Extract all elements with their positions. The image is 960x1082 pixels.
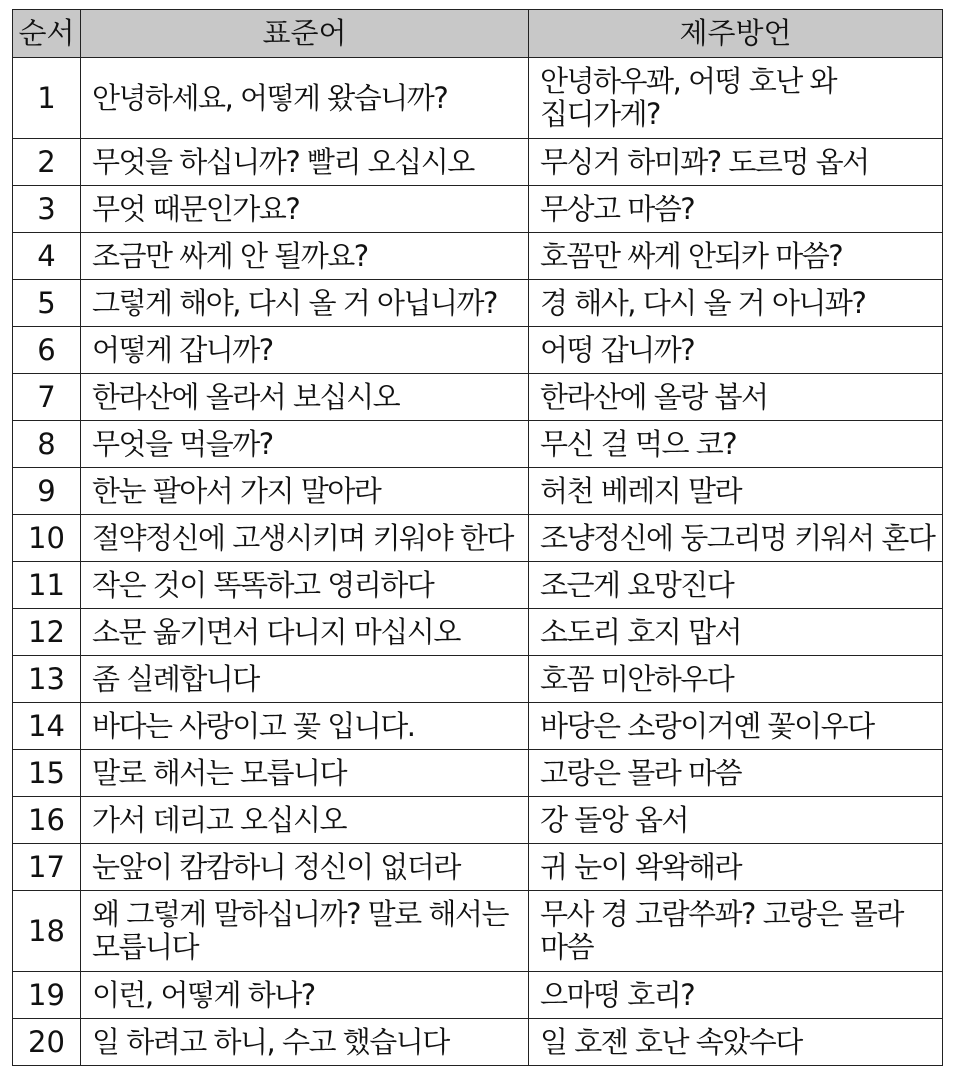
table-row bbox=[13, 327, 943, 374]
table-row bbox=[13, 233, 943, 280]
standard-phrase: 왜 그렇게 말하십니까? 말로 해서는 모릅니다 bbox=[81, 891, 529, 972]
standard-phrase: 절약정신에 고생시키며 키워야 한다 bbox=[81, 515, 529, 562]
standard-phrase: 눈앞이 캄캄하니 정신이 없더라 bbox=[81, 844, 529, 891]
jeju-phrase: 한라산에 올랑 봅서 bbox=[529, 374, 943, 421]
table-row bbox=[13, 562, 943, 609]
standard-phrase: 말로 해서는 모릅니다 bbox=[81, 750, 529, 797]
row-number: 5 bbox=[13, 280, 81, 327]
standard-phrase: 좀 실례합니다 bbox=[81, 656, 529, 703]
row-number: 19 bbox=[13, 972, 81, 1019]
standard-phrase: 한라산에 올라서 보십시오 bbox=[81, 374, 529, 421]
standard-phrase: 무엇을 먹을까? bbox=[81, 421, 529, 468]
table-row bbox=[13, 1019, 943, 1066]
table-row bbox=[13, 280, 943, 327]
standard-phrase: 그렇게 해야, 다시 올 거 아닙니까? bbox=[81, 280, 529, 327]
row-number: 11 bbox=[13, 562, 81, 609]
row-number: 10 bbox=[13, 515, 81, 562]
standard-phrase: 어떻게 갑니까? bbox=[81, 327, 529, 374]
row-number: 16 bbox=[13, 797, 81, 844]
row-number: 7 bbox=[13, 374, 81, 421]
row-number: 2 bbox=[13, 139, 81, 186]
table-row bbox=[13, 515, 943, 562]
jeju-phrase: 강 돌앙 옵서 bbox=[529, 797, 943, 844]
standard-phrase: 무엇 때문인가요? bbox=[81, 186, 529, 233]
standard-phrase: 한눈 팔아서 가지 말아라 bbox=[81, 468, 529, 515]
table-row bbox=[13, 139, 943, 186]
dialect-table-container bbox=[12, 9, 942, 1066]
jeju-phrase: 무사 경 고람쑤꽈? 고랑은 몰라 마씀 bbox=[529, 891, 943, 972]
jeju-phrase: 무신 걸 먹으 코? bbox=[529, 421, 943, 468]
header-jeju: 제주방언 bbox=[529, 10, 943, 58]
table-row bbox=[13, 844, 943, 891]
jeju-phrase: 귀 눈이 왁왁해라 bbox=[529, 844, 943, 891]
jeju-phrase: 조냥정신에 둥그리멍 키워서 혼다 bbox=[529, 515, 943, 562]
standard-phrase: 가서 데리고 오십시오 bbox=[81, 797, 529, 844]
jeju-phrase: 호꼼 미안하우다 bbox=[529, 656, 943, 703]
table-row bbox=[13, 468, 943, 515]
standard-phrase: 소문 옮기면서 다니지 마십시오 bbox=[81, 609, 529, 656]
table-row bbox=[13, 58, 943, 139]
table-row bbox=[13, 609, 943, 656]
row-number: 13 bbox=[13, 656, 81, 703]
jeju-phrase: 어떵 갑니까? bbox=[529, 327, 943, 374]
standard-phrase: 일 하려고 하니, 수고 했습니다 bbox=[81, 1019, 529, 1066]
table-row bbox=[13, 421, 943, 468]
jeju-phrase: 안녕하우꽈, 어떵 호난 와 집디가게? bbox=[529, 58, 943, 139]
jeju-phrase: 일 호젠 호난 속았수다 bbox=[529, 1019, 943, 1066]
jeju-phrase: 경 해사, 다시 올 거 아니꽈? bbox=[529, 280, 943, 327]
header-row bbox=[13, 10, 943, 58]
jeju-phrase: 호꼼만 싸게 안되카 마씀? bbox=[529, 233, 943, 280]
table-row bbox=[13, 703, 943, 750]
standard-phrase: 바다는 사랑이고 꽃 입니다. bbox=[81, 703, 529, 750]
row-number: 12 bbox=[13, 609, 81, 656]
row-number: 3 bbox=[13, 186, 81, 233]
row-number: 8 bbox=[13, 421, 81, 468]
table-row bbox=[13, 797, 943, 844]
row-number: 18 bbox=[13, 891, 81, 972]
jeju-phrase: 고랑은 몰라 마씀 bbox=[529, 750, 943, 797]
standard-phrase: 안녕하세요, 어떻게 왔습니까? bbox=[81, 58, 529, 139]
dialect-table bbox=[12, 9, 943, 1066]
table-row bbox=[13, 972, 943, 1019]
standard-phrase: 이런, 어떻게 하나? bbox=[81, 972, 529, 1019]
table-row bbox=[13, 656, 943, 703]
row-number: 4 bbox=[13, 233, 81, 280]
jeju-phrase: 으마떵 호리? bbox=[529, 972, 943, 1019]
row-number: 15 bbox=[13, 750, 81, 797]
row-number: 9 bbox=[13, 468, 81, 515]
standard-phrase: 작은 것이 똑똑하고 영리하다 bbox=[81, 562, 529, 609]
standard-phrase: 무엇을 하십니까? 빨리 오십시오 bbox=[81, 139, 529, 186]
jeju-phrase: 무싱거 하미꽈? 도르멍 옵서 bbox=[529, 139, 943, 186]
header-standard: 표준어 bbox=[81, 10, 529, 58]
table-row bbox=[13, 891, 943, 972]
table-row bbox=[13, 186, 943, 233]
table-row bbox=[13, 750, 943, 797]
row-number: 17 bbox=[13, 844, 81, 891]
jeju-phrase: 조근게 요망진다 bbox=[529, 562, 943, 609]
row-number: 14 bbox=[13, 703, 81, 750]
jeju-phrase: 소도리 호지 맙서 bbox=[529, 609, 943, 656]
row-number: 20 bbox=[13, 1019, 81, 1066]
header-order: 순서 bbox=[13, 10, 81, 58]
jeju-phrase: 바당은 소랑이거옌 꽃이우다 bbox=[529, 703, 943, 750]
standard-phrase: 조금만 싸게 안 될까요? bbox=[81, 233, 529, 280]
jeju-phrase: 허천 베레지 말라 bbox=[529, 468, 943, 515]
row-number: 6 bbox=[13, 327, 81, 374]
row-number: 1 bbox=[13, 58, 81, 139]
table-row bbox=[13, 374, 943, 421]
jeju-phrase: 무상고 마씀? bbox=[529, 186, 943, 233]
